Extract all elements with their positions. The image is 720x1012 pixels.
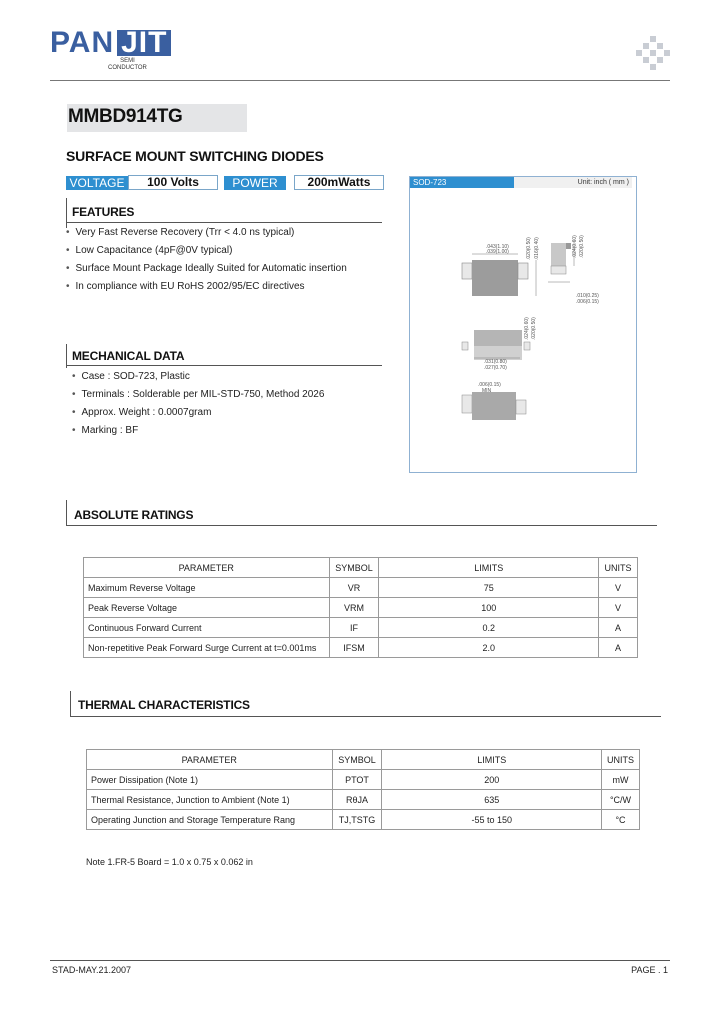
dim-label: .020(0.50) bbox=[526, 237, 532, 260]
company-logo bbox=[50, 26, 171, 71]
feature-item: • Low Capacitance (4pF@0V typical) bbox=[66, 242, 386, 260]
absolute-ratings-table bbox=[83, 557, 638, 658]
header-symbol: SYMBOL bbox=[332, 750, 382, 770]
table-row: Maximum Reverse Voltage VR 75 V bbox=[84, 578, 638, 598]
thermal-table bbox=[86, 749, 640, 830]
page-subtitle: SURFACE MOUNT SWITCHING DIODES bbox=[66, 148, 324, 164]
dim-label: .039(1.00) bbox=[486, 249, 509, 255]
dim-label: .020(0.50) bbox=[531, 317, 537, 340]
thermal-heading: THERMAL CHARACTERISTICS bbox=[78, 698, 250, 712]
features-divider bbox=[66, 222, 382, 223]
table-row: Continuous Forward Current IF 0.2 A bbox=[84, 618, 638, 638]
features-list bbox=[66, 224, 386, 296]
footer-date: STAD-MAY.21.2007 bbox=[52, 965, 132, 975]
mechanical-item: • Case : SOD-723, Plastic bbox=[72, 368, 392, 386]
header-units: UNITS bbox=[601, 750, 639, 770]
header-divider bbox=[50, 80, 670, 81]
mechanical-item: • Terminals : Solderable per MIL-STD-750, Method 2026 bbox=[72, 386, 392, 404]
dim-label: .031(0.80) bbox=[484, 359, 507, 365]
mechanical-list bbox=[72, 368, 392, 440]
voltage-value-badge: 100 Volts bbox=[128, 175, 218, 190]
package-outline-drawing bbox=[440, 230, 615, 430]
footnote: Note 1.FR-5 Board = 1.0 x 0.75 x 0.062 in bbox=[86, 857, 253, 867]
table-row: Peak Reverse Voltage VRM 100 V bbox=[84, 598, 638, 618]
dim-label: .006(0.15) bbox=[478, 382, 501, 388]
dim-label: .010(0.25) bbox=[576, 293, 599, 299]
table-row: Operating Junction and Storage Temperature Rang TJ,TSTG -55 to 150 °C bbox=[87, 810, 640, 830]
thermal-divider bbox=[70, 716, 661, 717]
absolute-bracket bbox=[66, 500, 67, 526]
mechanical-item: • Marking : BF bbox=[72, 422, 392, 440]
absolute-divider bbox=[66, 525, 657, 526]
table-row: Thermal Resistance, Junction to Ambient (Note 1) RθJA 635 °C/W bbox=[87, 790, 640, 810]
dim-label: .020(0.50) bbox=[579, 235, 585, 258]
table-header-row bbox=[84, 558, 638, 578]
logo-subtitle: SEMI CONDUCTOR bbox=[108, 58, 147, 71]
dim-label: MIN bbox=[482, 388, 492, 394]
feature-item: • Surface Mount Package Ideally Suited for Automatic insertion bbox=[66, 260, 386, 278]
header-symbol: SYMBOL bbox=[329, 558, 379, 578]
header-parameter: PARAMETER bbox=[87, 750, 333, 770]
power-label-badge: POWER bbox=[224, 176, 286, 190]
mechanical-heading: MECHANICAL DATA bbox=[72, 349, 185, 363]
dim-label: .027(0.70) bbox=[484, 365, 507, 371]
decorative-dots bbox=[636, 36, 670, 70]
header-parameter: PARAMETER bbox=[84, 558, 330, 578]
voltage-label-badge: VOLTAGE bbox=[66, 176, 128, 190]
header-units: UNITS bbox=[598, 558, 637, 578]
logo-pan-text: PAN bbox=[50, 26, 115, 59]
package-unit: Unit: inch ( mm ) bbox=[514, 177, 632, 188]
feature-item: • Very Fast Reverse Recovery (Trr < 4.0 ns typical) bbox=[66, 224, 386, 242]
table-header-row bbox=[87, 750, 640, 770]
header-limits: LIMITS bbox=[382, 750, 602, 770]
table-row: Power Dissipation (Note 1) PTOT 200 mW bbox=[87, 770, 640, 790]
table-row: Non-repetitive Peak Forward Surge Current at t=0.001ms IFSM 2.0 A bbox=[84, 638, 638, 658]
thermal-bracket bbox=[70, 691, 71, 717]
logo-jit-text: JIT bbox=[117, 30, 171, 56]
dim-label: .024(0.60) bbox=[572, 235, 578, 258]
footer-divider bbox=[50, 960, 670, 961]
mechanical-item: • Approx. Weight : 0.0007gram bbox=[72, 404, 392, 422]
footer-page-number: PAGE . 1 bbox=[631, 965, 668, 975]
dim-label: .043(1.10) bbox=[486, 244, 509, 250]
power-value-badge: 200mWatts bbox=[294, 175, 384, 190]
features-heading: FEATURES bbox=[72, 205, 135, 219]
dim-label: .024(0.60) bbox=[524, 317, 530, 340]
feature-item: • In compliance with EU RoHS 2002/95/EC directives bbox=[66, 278, 386, 296]
dim-label: .016(0.40) bbox=[534, 237, 540, 260]
mechanical-divider bbox=[66, 365, 382, 366]
absolute-heading: ABSOLUTE RATINGS bbox=[74, 508, 194, 522]
package-name: SOD-723 bbox=[410, 177, 514, 188]
header-limits: LIMITS bbox=[379, 558, 599, 578]
dim-label: .006(0.15) bbox=[576, 299, 599, 305]
page-title: MMBD914TG bbox=[68, 106, 183, 127]
